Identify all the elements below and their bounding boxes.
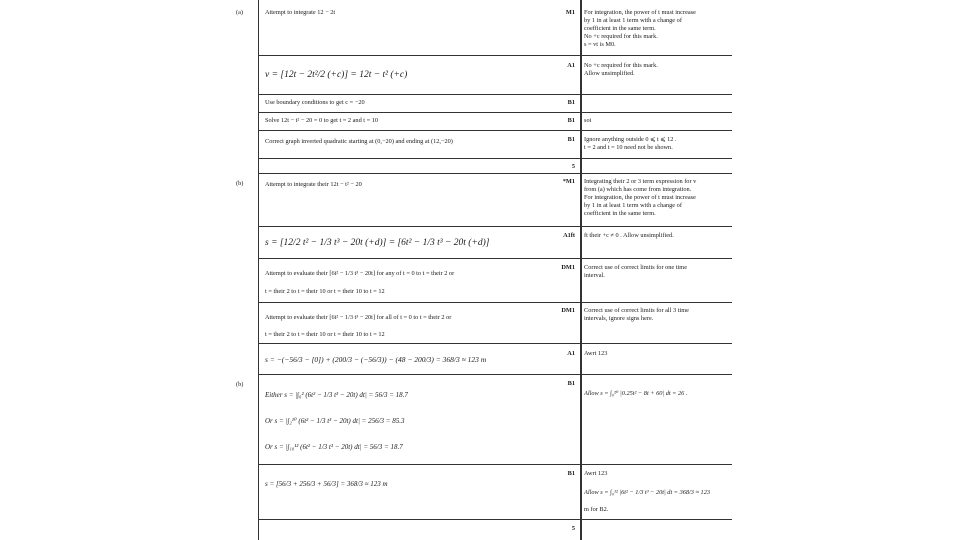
working-text: Solve 12t − t² − 20 = 0 to get t = 2 and t = 10 <box>265 117 379 124</box>
part-label: (a) <box>236 9 243 16</box>
math-expression: Or s = |∫₂¹⁰ (6t² − 1/3 t³ − 20t) dt| = 256/3 = 85.3 <box>265 417 405 425</box>
guidance-note: s = vt is M0. <box>584 41 616 48</box>
working-text: t = their 2 to t = their 10 or t = their 10 to t = 12 <box>265 331 385 338</box>
mark-code: M1 <box>565 9 575 16</box>
markscheme-table <box>232 0 732 540</box>
math-expression: Either s = |∫₀² (6t² − 1/3 t³ − 20t) dt| = 56/3 = 18.7 <box>265 391 408 399</box>
mark-code: B1 <box>567 136 575 143</box>
guidance-note: by 1 in at least 1 term with a change of <box>584 17 682 24</box>
row-divider <box>258 112 732 113</box>
math-expression: Or s = |∫₁₀¹² (6t² − 1/3 t³ − 20t) dt| = 56/3 = 18.7 <box>265 443 403 451</box>
guidance-note: coefficient in the same term. <box>584 210 656 217</box>
math-expression: s = [12/2 t² − 1/3 t³ − 20t (+d)] = [6t² − 1/3 t³ − 20t (+d)] <box>265 238 490 248</box>
guidance-note: t = 2 and t = 10 need not be shown. <box>584 144 673 151</box>
guidance-note: Awrt 123 <box>584 470 608 477</box>
math-expression: s = [56/3 + 256/3 + 56/3] = 368/3 ≈ 123 m <box>265 480 388 488</box>
working-text: Correct graph inverted quadratic starting at (0,−20) and ending at (12,−20) <box>265 138 453 145</box>
row-divider <box>258 55 732 56</box>
working-text: Attempt to evaluate their [6t² − 1/3 t³ − 20t] for all of t = 0 to t = their 2 or <box>265 314 452 321</box>
mark-code: *M1 <box>562 178 575 185</box>
guidance-note: Awrt 123 <box>584 350 608 357</box>
mark-code: A1 <box>567 62 575 69</box>
part-label: (b) <box>236 381 244 388</box>
part-label: (b) <box>236 180 244 187</box>
row-divider <box>258 302 732 303</box>
working-text: Attempt to integrate their 12t − t² − 20 <box>265 181 362 188</box>
mark-code: DM1 <box>561 264 575 271</box>
working-text: Use boundary conditions to get c = −20 <box>265 99 365 106</box>
mark-code: B1 <box>567 380 575 387</box>
guidance-note: Allow unsimplified. <box>584 70 635 77</box>
guidance-note: soi <box>584 117 592 124</box>
row-divider <box>258 519 732 520</box>
row-divider <box>258 226 732 227</box>
mark-code: A1 <box>567 350 575 357</box>
guidance-note: No +c required for this mark. <box>584 33 658 40</box>
mark-code: B1 <box>567 99 575 106</box>
guidance-note: For integration, the power of t must increase <box>584 194 696 201</box>
guidance-note: Allow s = ∫₀²⁰ |0.25t² − 8t + 60| dt = 26 . <box>584 390 688 397</box>
guidance-note: Ignore anything outside 0 ⩽ t ⩽ 12 . <box>584 136 677 143</box>
guidance-note: Correct use of correct limits for all 3 time <box>584 307 689 314</box>
mark-code: DM1 <box>561 307 575 314</box>
guidance-note: intervals, ignore signs here. <box>584 315 654 322</box>
row-divider <box>258 94 732 95</box>
row-divider <box>258 173 732 174</box>
row-divider <box>258 258 732 259</box>
math-expression: v = [12t − 2t²/2 (+c)] = 12t − t² (+c) <box>265 70 408 80</box>
row-divider <box>258 343 732 344</box>
mark-code: B1 <box>567 470 575 477</box>
part-total: 5 <box>571 163 575 170</box>
part-total: 5 <box>571 525 575 532</box>
guidance-note: ft their +c ≠ 0 . Allow unsimplified. <box>584 232 674 239</box>
guidance-note: m for B2. <box>584 506 609 513</box>
guidance-note: by 1 in at least 1 term with a change of <box>584 202 682 209</box>
row-divider <box>258 374 732 375</box>
working-text: Attempt to integrate 12 − 2t <box>265 9 336 16</box>
working-text: t = their 2 to t = their 10 or t = their 10 to t = 12 <box>265 288 385 295</box>
guidance-note: For integration, the power of t must increase <box>584 9 696 16</box>
guidance-note: from (a) which has come from integration. <box>584 186 692 193</box>
row-divider <box>258 130 732 131</box>
mark-code: A1ft <box>563 232 575 239</box>
guidance-note: Allow s = ∫₀¹² |6t² − 1/3 t³ − 20t| dt = 368/3 ≈ 123 <box>584 489 710 496</box>
guidance-note: interval. <box>584 272 605 279</box>
guidance-note: No +c required for this mark. <box>584 62 658 69</box>
row-divider <box>258 464 732 465</box>
row-divider <box>258 158 732 159</box>
guidance-note: Correct use of correct limits for one time <box>584 264 687 271</box>
column-divider <box>581 0 582 540</box>
guidance-note: Integrating their 2 or 3 term expression for v <box>584 178 697 185</box>
column-divider <box>258 0 259 540</box>
working-text: Attempt to evaluate their [6t² − 1/3 t³ − 20t] for any of t = 0 to t = their 2 or <box>265 270 455 277</box>
math-expression: s = −(−56/3 − [0]) + (200/3 − (−56/3)) − (48 − 200/3) = 368/3 ≈ 123 m <box>265 355 487 364</box>
mark-code: B1 <box>567 117 575 124</box>
guidance-note: coefficient in the same term. <box>584 25 656 32</box>
